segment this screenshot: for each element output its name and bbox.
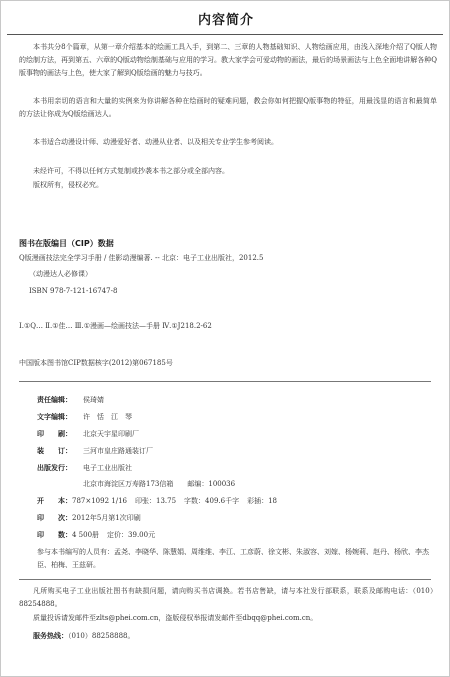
credit-key: 印 刷： [37, 429, 72, 438]
section-divider [19, 381, 431, 382]
title-divider [7, 34, 443, 35]
price-value: 定价：39.00元 [107, 531, 156, 539]
intro-paragraph-2: 本书用亲切的语言和大量的实例来为你讲解各种在绘画时的疑难问题，教会你如何把握Q版事物的特征，用最浅显的语言和最简单的方法让你成为Q版绘画达人。 [19, 97, 437, 118]
credit-text-editor [37, 411, 132, 423]
cip-book-line: Q版漫画技法完全学习手册 / 佳影动漫编著. -- 北京：电子工业出版社，2012.5 [19, 254, 264, 262]
edition-label: 印 次： [37, 513, 72, 522]
hotline-value: （010）88258888。 [68, 632, 135, 640]
footer-hotline [19, 629, 437, 643]
cip-isbn: ISBN 978-7-121-16747-8 [29, 287, 118, 295]
credit-editor [37, 394, 104, 406]
cip-series-line: （动漫达人必修课） [29, 270, 92, 278]
credit-printer [37, 428, 139, 440]
credit-key: 责任编辑： [37, 395, 72, 404]
rights-reserved: 版权所有，侵权必究。 [33, 181, 103, 189]
credit-value: 侯琦婧 [83, 396, 104, 404]
words-value: 字数：409.6千字 [184, 497, 240, 505]
credit-value: 三河市皇庄路通装订厂 [83, 447, 153, 455]
credit-key: 文字编辑： [37, 412, 72, 421]
print-label: 印 数： [37, 530, 72, 539]
credit-publisher [37, 462, 132, 474]
copyright-notice: 未经许可，不得以任何方式复制或抄袭本书之部分或全部内容。 [33, 167, 229, 175]
format-label: 开 本： [37, 496, 72, 505]
spec-format-row [37, 496, 285, 506]
credit-binding [37, 445, 153, 457]
credit-address [37, 479, 235, 490]
credit-key: 出版发行： [37, 463, 72, 472]
page-title: 内容简介 [197, 13, 254, 28]
credit-key: 装 订： [37, 446, 72, 455]
sheets-value: 印张：13.75 [135, 497, 177, 505]
credit-value: 许 恬 江 琴 [83, 413, 132, 421]
spec-print-row [37, 530, 163, 540]
contributors: 参与本书编写的人员有：孟尧、李晓华、陈慧娟、周维维、李江、工彦蔚、徐文彬、朱淑容、刘嫁、杨婉莉、赵丹、杨欣、李杰臣、柏梅、王兹研。 [37, 548, 429, 569]
cip-core-data: 中国版本图书馆CIP数据核字(2012)第067185号 [19, 359, 173, 367]
color-pages-value: 彩插：18 [247, 497, 278, 505]
cip-heading: 图书在版编目（CIP）数据 [19, 239, 114, 248]
print-value: 4 500册 [72, 531, 100, 539]
credit-value: 北京市海淀区万寿路173信箱 邮编：100036 [83, 480, 236, 488]
edition-value: 2012年5月第1次印刷 [72, 514, 141, 522]
footer-complaints: 质量投诉请发邮件至zlts@phei.com.cn，盗版侵权举报请发邮件至dbqq@phei.com.cn。 [33, 614, 318, 622]
cip-classification: Ⅰ.①Q… Ⅱ.①佳… Ⅲ.①漫画—绘画技法—手册 Ⅳ.①J218.2-62 [19, 322, 212, 330]
spec-edition-row [37, 513, 149, 523]
hotline-label: 服务热线： [33, 631, 68, 640]
footer-return-policy: 凡所购买电子工业出版社图书有缺损问题，请向购买书店调换。若书店售缺，请与本社发行部联系，联系及邮购电话：（010）88254888。 [19, 587, 437, 608]
intro-paragraph-3: 本书适合动漫设计师、动漫爱好者、动漫从业者、以及相关专业学生参考阅读。 [33, 138, 278, 146]
footer-divider [19, 579, 431, 580]
format-value: 787×1092 1/16 [72, 497, 127, 505]
intro-paragraph-1: 本书共分8个篇章，从第一章介绍基本的绘画工具入手，到第二、三章的人物基础知识、人物绘画应用，由浅入深地介绍了Q版人物的绘制方法，再到第五、六章的Q版动物绘制基础与应用的学习。教大家学会可爱动物的画法，最后的场景画法与上色全面地讲解各种Q版事物的画法与上色，使大家了解到Q版绘画的魅力与技巧。 [19, 43, 437, 77]
credit-value: 北京天宇星印刷厂 [83, 430, 139, 438]
credit-value: 电子工业出版社 [83, 464, 132, 472]
